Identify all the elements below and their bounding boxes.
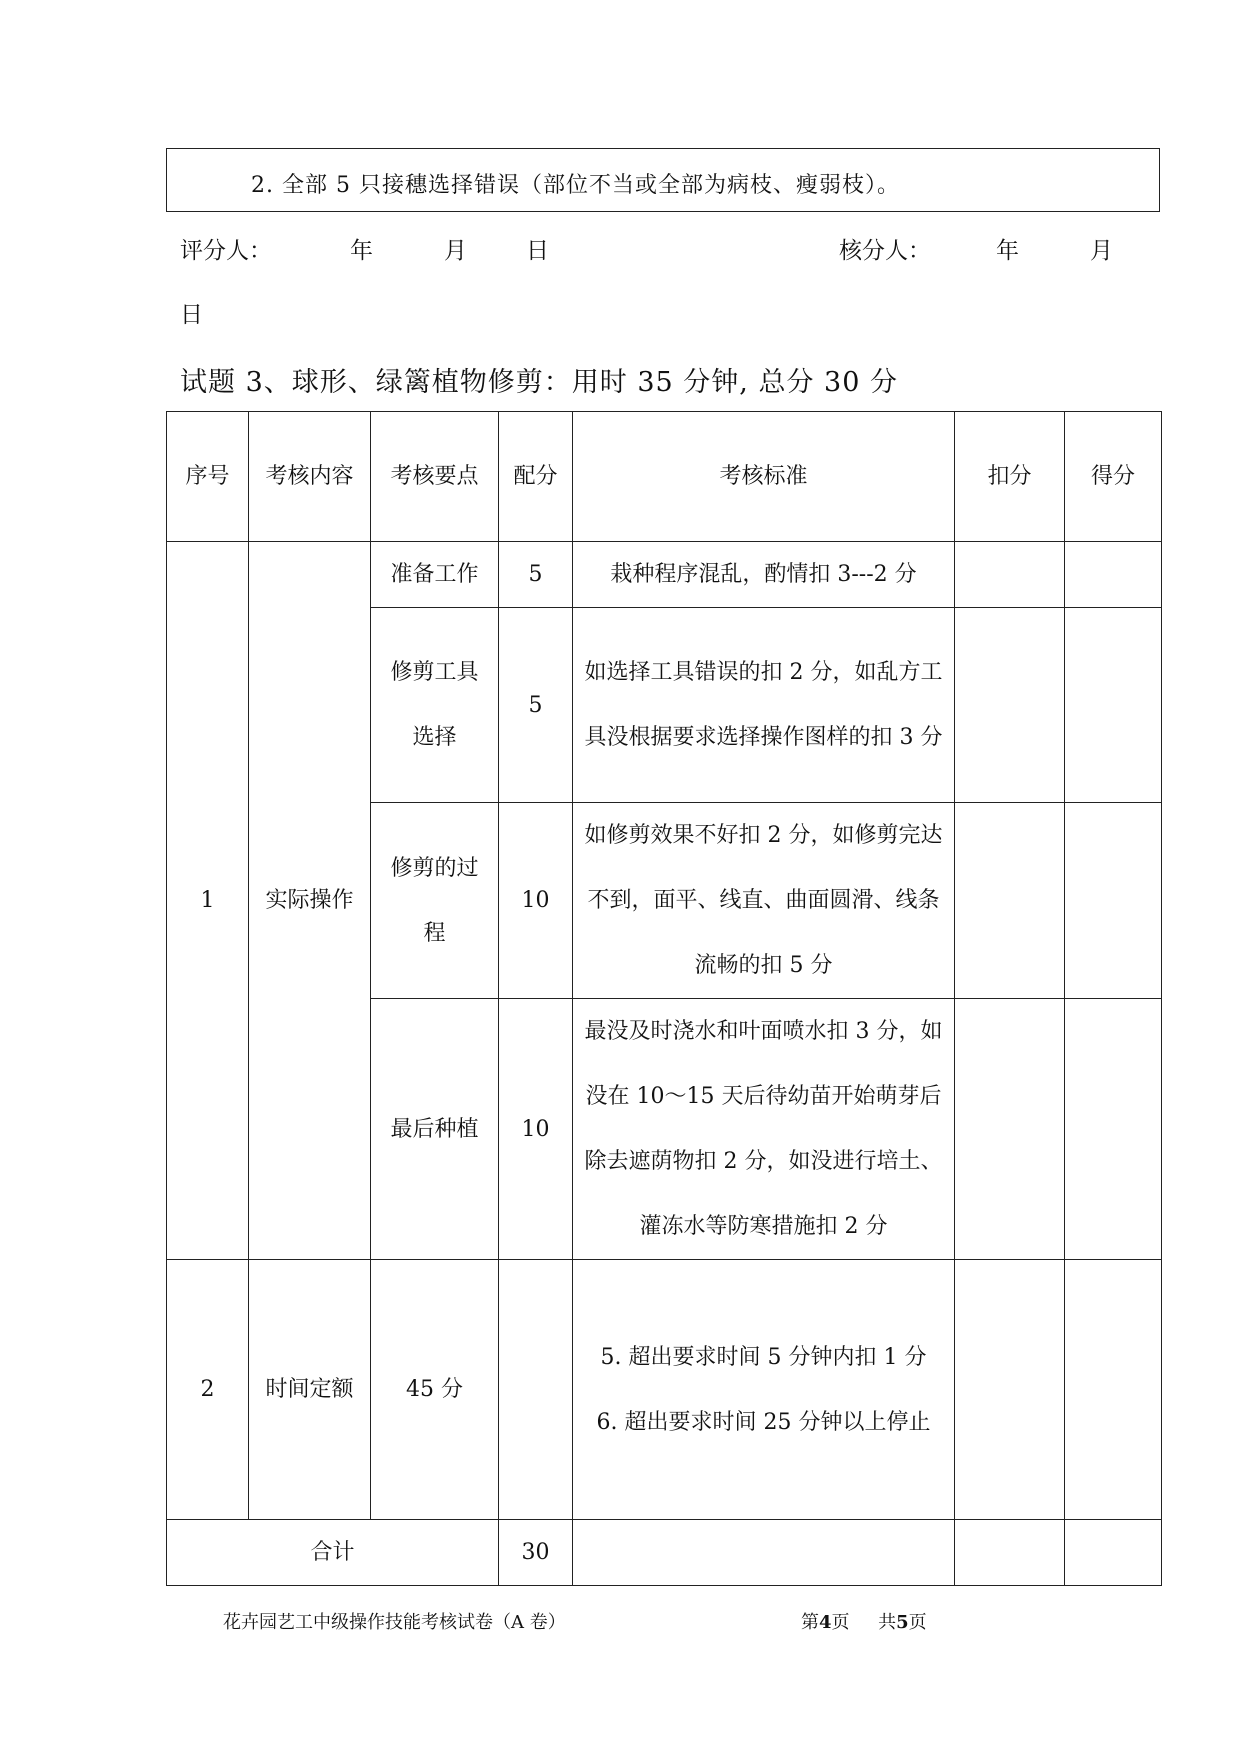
- scorer-day: 日: [526, 238, 549, 264]
- section2-score: [499, 1260, 573, 1520]
- total-deduct-cell: [955, 1520, 1065, 1586]
- page-number: 4: [819, 1612, 832, 1633]
- section2-standard: [573, 1260, 955, 1520]
- section-title: 试题 3、球形、绿篱植物修剪：用时 35 分钟, 总分 30 分: [180, 367, 898, 398]
- section2-got-cell: [1065, 1260, 1162, 1520]
- checker-month: 月: [1090, 238, 1113, 264]
- note-box: [166, 148, 1160, 212]
- row2-score: 5: [499, 608, 573, 803]
- page-prefix: 第: [801, 1612, 819, 1633]
- total-score: 30: [499, 1520, 573, 1586]
- section2-content: 时间定额: [249, 1260, 371, 1520]
- note-text: 2. 全部 5 只接穗选择错误（部位不当或全部为病枝、瘦弱枝）。: [251, 173, 900, 198]
- checker-year: 年: [996, 238, 1019, 264]
- row1-got-cell: [1065, 542, 1162, 608]
- header-got: 得分: [1065, 412, 1162, 542]
- row3-score: 10: [499, 803, 573, 999]
- scorer-year: 年: [350, 238, 373, 264]
- section2-standard-2: 6. 超出要求时间 25 分钟以上停止: [596, 1409, 931, 1435]
- header-deduct: 扣分: [955, 412, 1065, 542]
- total-standard-cell: [573, 1520, 955, 1586]
- header-score: 配分: [499, 412, 573, 542]
- row4-got-cell: [1065, 999, 1162, 1260]
- total-row: [167, 1520, 1162, 1586]
- header-no: 序号: [167, 412, 249, 542]
- footer-page: [801, 1608, 927, 1634]
- row3-standard: 如修剪效果不好扣 2 分，如修剪完达不到，面平、线直、曲面圆滑、线条流畅的扣 5 分: [573, 803, 955, 999]
- row1-standard: 栽种程序混乱，酌情扣 3---2 分: [573, 542, 955, 608]
- total-unit: 页: [908, 1612, 927, 1633]
- score-table: [166, 411, 1162, 1586]
- row2-deduct-cell: [955, 608, 1065, 803]
- row3-got-cell: [1065, 803, 1162, 999]
- checker-label: 核分人：: [839, 238, 931, 264]
- footer-title: 花卉园艺工中级操作技能考核试卷（A 卷）: [223, 1612, 566, 1633]
- row1-point: 准备工作: [371, 542, 499, 608]
- row2-got-cell: [1065, 608, 1162, 803]
- row2-point: 修剪工具选择: [371, 608, 499, 803]
- section2-deduct-cell: [955, 1260, 1065, 1520]
- row1-deduct-cell: [955, 542, 1065, 608]
- row4-deduct-cell: [955, 999, 1065, 1260]
- row4-point: 最后种植: [371, 999, 499, 1260]
- table-row: [167, 542, 1162, 608]
- total-got-cell: [1065, 1520, 1162, 1586]
- row3-point: 修剪的过程: [371, 803, 499, 999]
- scorer-month: 月: [444, 238, 467, 264]
- header-content: 考核内容: [249, 412, 371, 542]
- total-prefix: 共: [878, 1612, 897, 1633]
- table-row: [167, 1260, 1162, 1520]
- page-unit: 页: [831, 1612, 850, 1633]
- section2-standard-1: 5. 超出要求时间 5 分钟内扣 1 分: [600, 1344, 927, 1370]
- header-standard: 考核标准: [573, 412, 955, 542]
- header-points: 考核要点: [371, 412, 499, 542]
- row3-deduct-cell: [955, 803, 1065, 999]
- total-pages: 5: [896, 1612, 909, 1633]
- row4-standard: 最没及时浇水和叶面喷水扣 3 分，如没在 10～15 天后待幼苗开始萌芽后除去遮荫物扣 2 分，如没进行培土、灌冻水等防寒措施扣 2 分: [573, 999, 955, 1260]
- row1-score: 5: [499, 542, 573, 608]
- section1-no: 1: [167, 542, 249, 1260]
- header-row: [167, 412, 1162, 542]
- section1-content: 实际操作: [249, 542, 371, 1260]
- checker-day: 日: [180, 302, 203, 328]
- scorer-label: 评分人：: [180, 238, 272, 264]
- row4-score: 10: [499, 999, 573, 1260]
- row2-standard: 如选择工具错误的扣 2 分，如乱方工具没根据要求选择操作图样的扣 3 分: [573, 608, 955, 803]
- section2-point: 45 分: [371, 1260, 499, 1520]
- total-label: 合计: [167, 1520, 499, 1586]
- section2-no: 2: [167, 1260, 249, 1520]
